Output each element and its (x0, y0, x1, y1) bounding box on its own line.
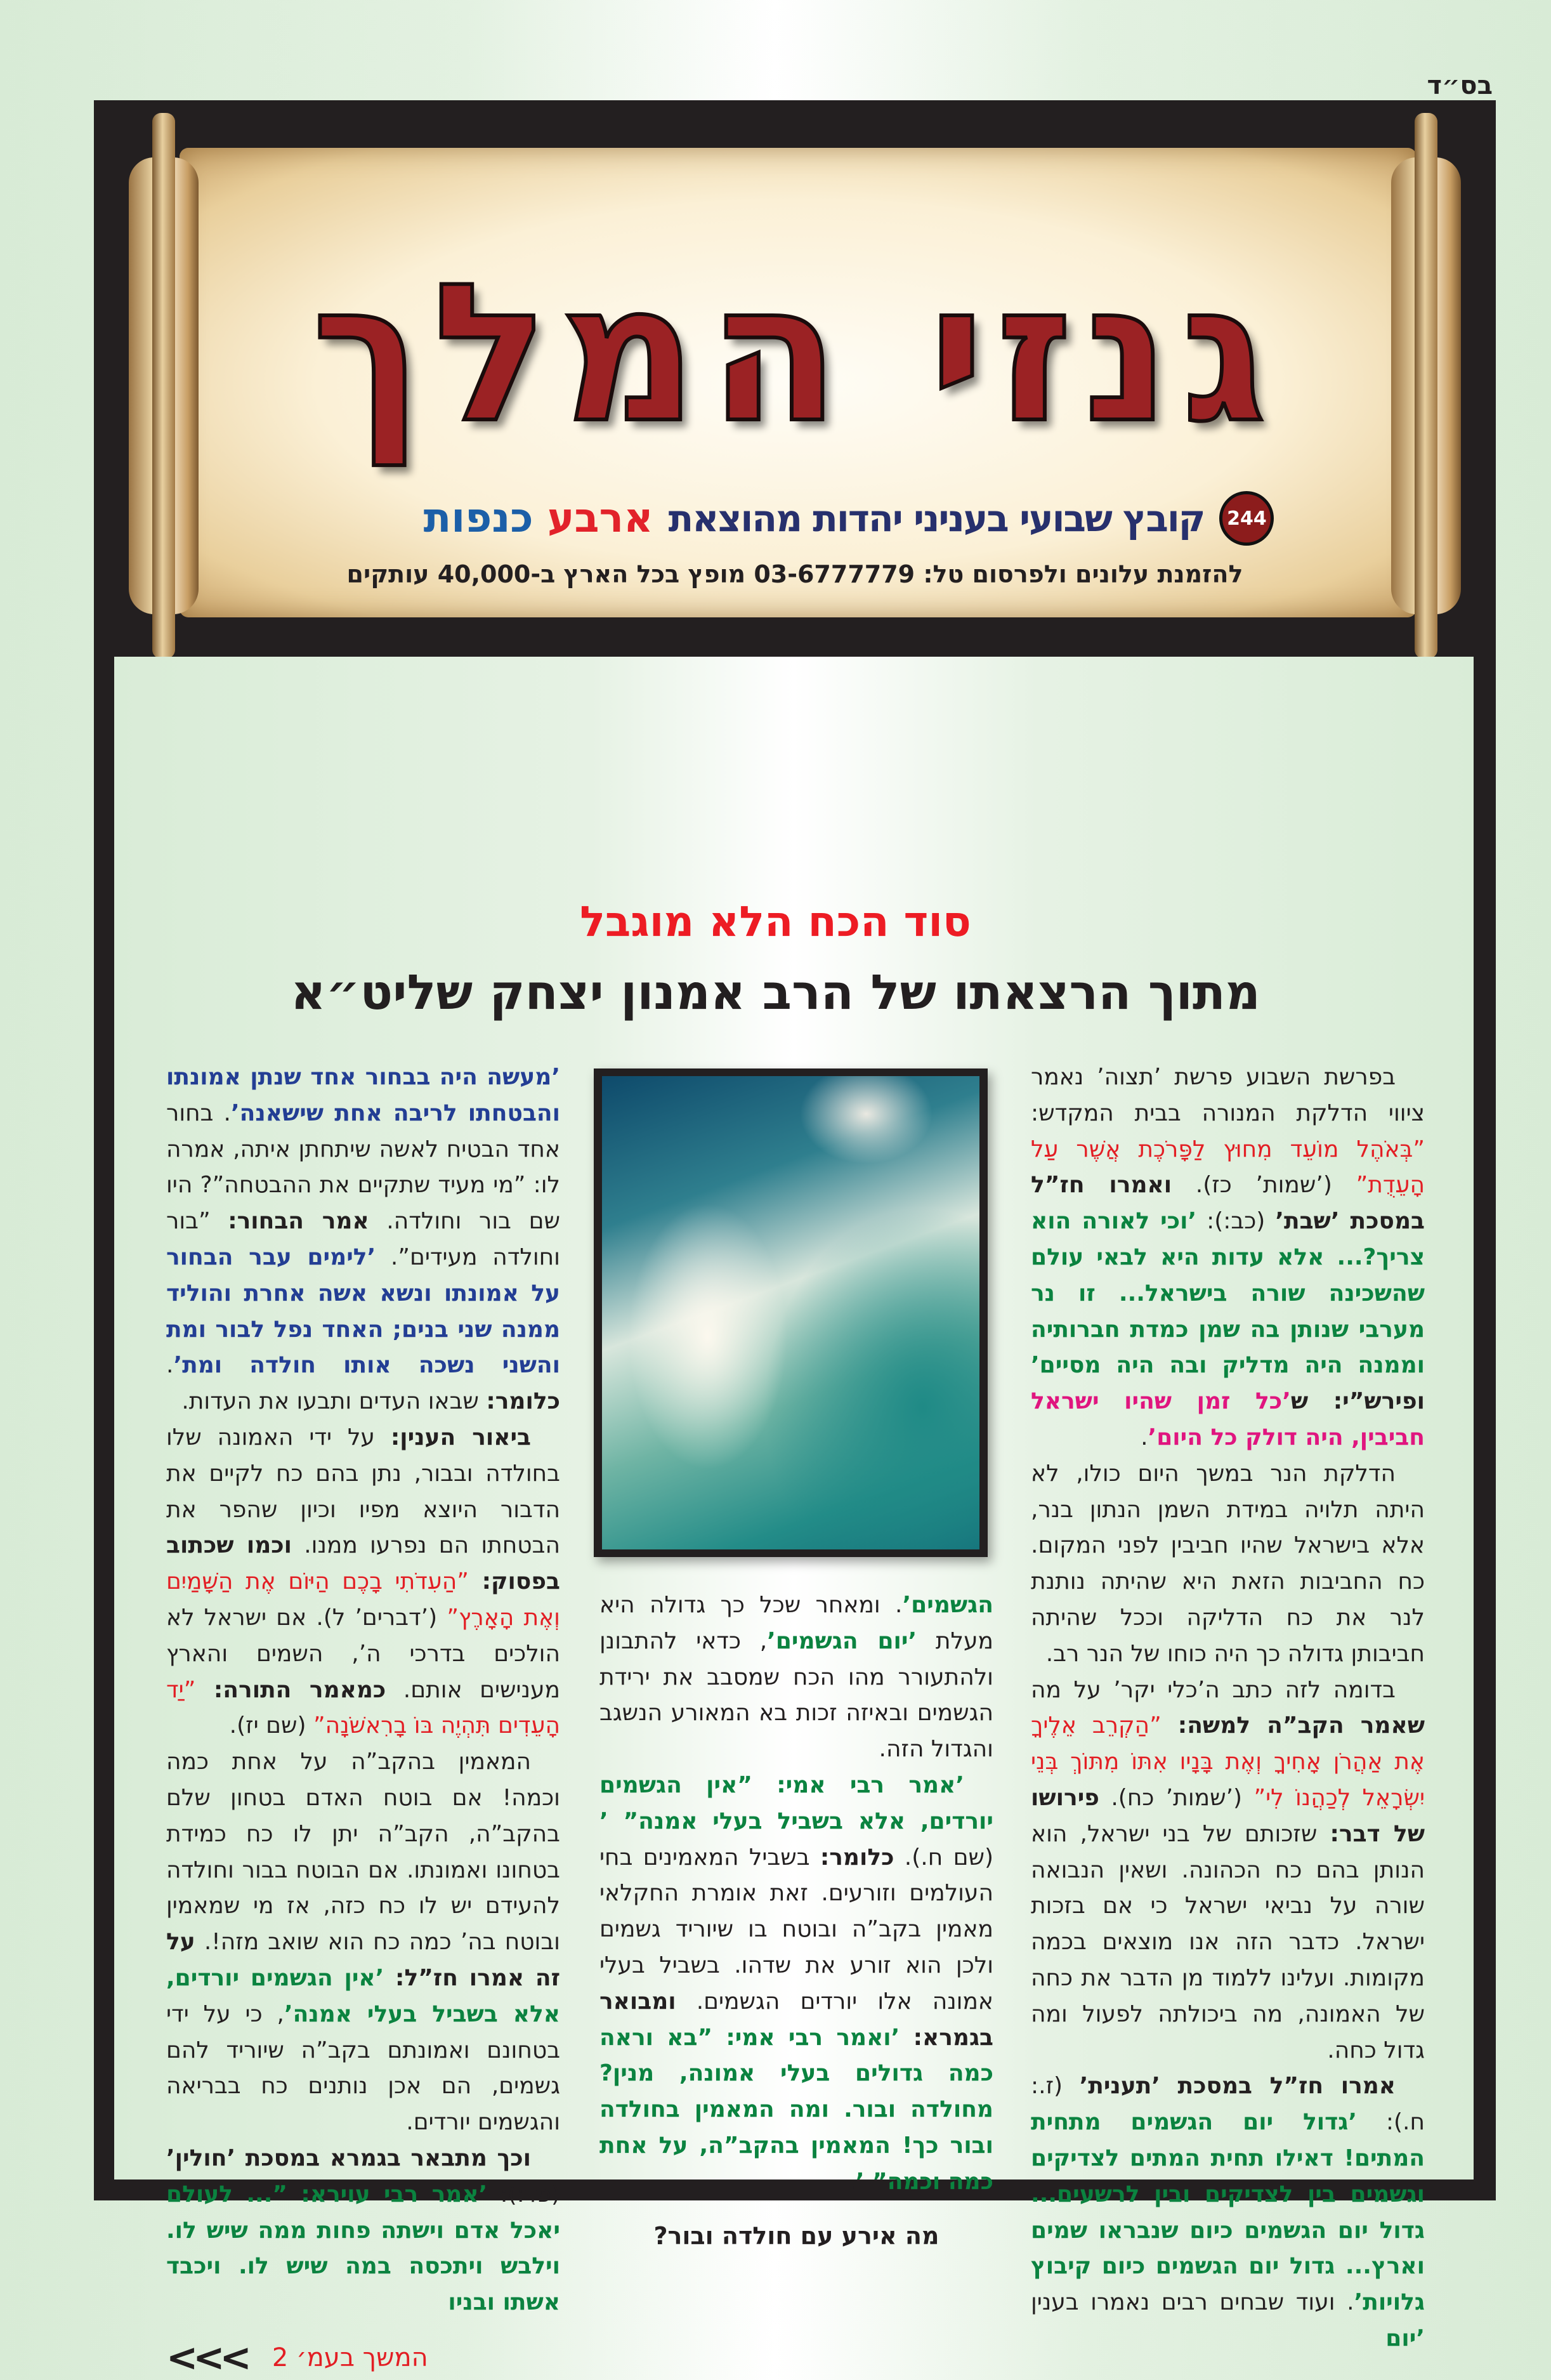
text-run: (פד:): (487, 2181, 560, 2207)
paragraph (1031, 1060, 1425, 1456)
text-run: ”בְּאֹהֶל מוֹעֵד מִחוּץ לַפָּרֹכֶת אֲשֶׁר עַל הָעֵדֻת” (1031, 1136, 1425, 1199)
text-run: (שם ח.). (894, 1844, 994, 1870)
text-run: כמאמר התורה: (195, 1676, 386, 1703)
paragraph (599, 1768, 993, 2200)
text-run: שבאו העדים ותבעו את העדות. (181, 1388, 487, 1415)
text-run: כלומר: (820, 1844, 894, 1870)
paragraph (166, 2141, 560, 2321)
text-run: על זה אמרו חז”ל: (166, 1929, 560, 1991)
wave-image (594, 1068, 988, 1557)
text-run: ביאור הענין: (390, 1424, 532, 1450)
paragraph (1031, 1456, 1425, 1673)
text-run: ”הַקְרֵב אֵלֶיךָ אֶת אַהֲרֹן אָחִיךָ וְאֶת בָּנָיו אִתּוֹ מִתּוֹךְ בְּנֵי יִשְׂרָאֵל לְכַהֲנוֹ לִי” (1031, 1713, 1425, 1811)
paragraph (166, 1420, 560, 1744)
text-run: ואמרו חז”ל במסכת ’שבת’ (1031, 1172, 1425, 1235)
text-run: וכך מתבאר בגמרא במסכת ’חולין’ (166, 2145, 531, 2171)
text-run: , כי על ידי בטחונם ואמונתם בקב”ה שיוריד להם גשמים, הם אכן נותנים כח בבריאה והגשמים יורדים. (166, 2001, 560, 2136)
text-run: . (848, 2168, 856, 2195)
text-run: . (166, 1352, 174, 1379)
column-left (166, 1060, 560, 2380)
text-run: פירושו של דבר: (1031, 1784, 1425, 1847)
text-run: ’גדול יום הגשמים מתחית המתים! דאילו תחית המתים לצדיקים וגשמים בין לצדיקים ובין לרשעים... גדול יום הגשמים כיום שנבראו שמים וארץ... גדול יום הגשמים כיום קיבוץ גלויות’ (1031, 2109, 1425, 2316)
text-run: (’שמות’ כז). (1172, 1172, 1356, 1199)
text-run: על ידי האמונה שלו בחולדה ובבור, נתן בהם כח לקיים את הדבור היוצא מפיו וכיון שהפר את הבטחתו הם נפרעו ממנו. (166, 1424, 560, 1559)
text-run: ’ואמר רבי אמי: ”בא וראה כמה גדולים בעלי אמונה, מנין? מחולדה ובור. ומה המאמין בחולדה ובור כך! המאמין בהקב”ה, על אחת כמה וכמה” ’ (599, 2024, 993, 2195)
masthead-subtitle: קובץ שבועי בעניני יהדות מהוצאת (668, 497, 1205, 540)
text-run: בפרשת השבוע פרשת ’תצוה’ נאמר ציווי הדלקת המנורה בבית המקדש: (1031, 1064, 1425, 1126)
text-run: (שם יז). (229, 1713, 313, 1739)
text-run: . (1141, 1424, 1148, 1450)
chevrons-left-icon: <<< (166, 2335, 247, 2380)
text-run: הדלקת הנר במשך היום כולו, לא היתה תלויה במידת השמן הנתון בנר, אלא בישראל שהיו חביבין לפני המקום. כח החביבות הזאת היא שהיתה נותנת לנר את כח הדליקה וככל שהיתה חביבותן גדולה כך היה כוחו של הנר רב. (1031, 1460, 1425, 1667)
text-run: כלומר: (486, 1388, 560, 1415)
text-run: ’וכי לאורה הוא צריך?... אלא עדות היא לבאי עולם שהשכינה שורה בישראל... זו נר מערבי שנותן בה שמן כמדת חברותיה וממנה היה מדליק ובה היה מסיים’ (1031, 1208, 1425, 1379)
issue-badge: 244 (1219, 491, 1274, 546)
publisher-logo (424, 495, 653, 542)
text-run: הגשמים’ (902, 1592, 993, 1618)
column-middle (599, 1588, 993, 2254)
publisher-logo-part-a: ארבע (547, 495, 653, 542)
text-run: . בחור אחד הבטיח לאשה שיתחתן איתה, אמרה לו: ”מי מעיד שתקיים את ההבטחה”? היו שם בור וחולדה. (166, 1100, 560, 1235)
text-run: ”יַד הָעֵדִים תִּהְיֶה בּוֹ בָרִאשֹׁנָה” (166, 1676, 560, 1739)
text-run: ’אין הגשמים יורדים, אלא בשביל בעלי אמנה’ (166, 1964, 560, 2027)
text-run: . ומאחר שכל כך גדולה היא מעלת (599, 1592, 993, 1654)
publisher-logo-part-b: כנפות (423, 495, 533, 542)
text-run: בשביל המאמינים בחי העולמים וזורעים. זאת אומרת החקלאי מאמין בקב”ה ובוטח בו שיוריד גשמים ולכן הוא זורע את שדהו. בשביל בעלי אמונה אלו יורדים הגשמים. (599, 1844, 993, 2015)
section-subheading: מה אירע עם חולדה ובור? (653, 2221, 939, 2250)
column-right-text (1031, 1060, 1425, 2357)
column-left-text (166, 1060, 560, 2321)
paragraph (599, 1588, 993, 1768)
article-byline: מתוך הרצאתו של הרב אמנון יצחק שליט״א (291, 964, 1260, 1020)
paragraph (1031, 1673, 1425, 2069)
text-run: ’כל זמן שהיו ישראל חביבין, היה דולק כל היום’ (1031, 1388, 1425, 1450)
text-run: וכמו שכתוב בפסוק: (166, 1532, 560, 1595)
text-run: ’מעשה היה בבחור אחד שנתן אמונתו והבטחתו לריבה אחת שישאנה’ (166, 1064, 560, 1126)
masthead-scroll (119, 113, 1470, 659)
text-run: (’שמות’ כח). (1099, 1784, 1254, 1811)
text-run: (כב:): (1196, 1208, 1276, 1235)
text-run: שזכותם של בני ישראל, הוא הנותן בהם כח הכהונה. ושאין הנבואה שורה על נביאי ישראל כי אם בזכות ישראל. כדבר הזה אנו מוצאים בכמה מקומות. ועלינו ללמוד מן הדבר את כחה של האמונה, מה ביכולתה לפעול ומה גדול כחה. (1031, 1820, 1425, 2063)
text-run: ’לימים עבר הבחור על אמונתו ונשא אשה אחרת והוליד ממנה שני בנים; האחד נפל לבור ומת והשני נשכה אותו חולדה ומת’ (166, 1244, 560, 1379)
article-headline: סוד הכח הלא מוגבל (580, 897, 971, 946)
masthead-subtitle-row (119, 491, 1470, 546)
column-middle-text (599, 1588, 993, 2200)
text-run: אמרו חז”ל במסכת ’תענית’ (1079, 2073, 1396, 2100)
text-run: , כדאי להתבונן ולהתעורר מהו הכח שמסבב את ירידת הגשמים ובאיזה זכות בא המאורע הנשגב והגדול הזה. (599, 1627, 993, 1763)
order-info: להזמנת עלונים ולפרסום טל: 03-6777779 מופץ בכל הארץ ב-40,000 עותקים (346, 560, 1243, 588)
text-run: ’אמר רבי עוירא: ”... לעולם יאכל אדם וישתה פחות ממה שיש לו. וילבש ויתכסה במה שיש לו. ויכבד אשתו ובניו (166, 2181, 560, 2316)
text-run: אמר הבחור: (228, 1208, 369, 1235)
paragraph (1031, 2068, 1425, 2357)
text-run: (’דברים’ ל). אם ישראל לא הולכים בדרכי ה’, השמים והארץ מענישים אותם. (166, 1604, 560, 1703)
continued-link[interactable] (166, 2335, 560, 2380)
column-right (1031, 1060, 1425, 2357)
paragraph (166, 1744, 560, 2141)
paragraph (166, 1060, 560, 1420)
text-run: ’יום הגשמים’ (767, 1627, 917, 1654)
text-run: המאמין בהקב”ה על אחת כמה וכמה! אם בוטח האדם בטחון שלם בהקב”ה, הקב”ה יתן לו כח כמידת בטחונו ואמונתו. אם הבוטח בבור וחולדה להעידם יש לו כח כזה, אז מי שמאמין ובוטח בה’ כמה כח הוא שואב מזה!. (166, 1749, 560, 1956)
text-run: שאמר הקב”ה למשה: (1161, 1713, 1425, 1739)
text-run: ופירש”י: ש (1290, 1388, 1425, 1415)
text-run: ’אמר רבי אמי: ”אין הגשמים יורדים, אלא בשביל בעלי אמנה” ’ (599, 1772, 993, 1834)
text-run: . ועוד שבחים רבים נאמרו בענין (1031, 2289, 1354, 2316)
masthead-title: גנזי המלך (311, 243, 1278, 464)
text-run: ומבואר בגמרא: (599, 1988, 993, 2051)
continued-label: המשך בעמ׳ 2 (272, 2343, 428, 2372)
bsd-mark: בס״ד (1427, 71, 1493, 100)
text-run: ”בור וחולדה מעידים”. (166, 1208, 560, 1270)
text-run: (ז.: ח.): (1031, 2073, 1425, 2136)
text-run: ”הַעִדֹתִי בָכֶם הַיּוֹם אֶת הַשָּׁמַיִם וְאֶת הָאָרֶץ” (166, 1568, 560, 1631)
text-run: בדומה לזה כתב ה’כלי יקר’ על מה (1031, 1676, 1396, 1703)
text-run: ’יום (1385, 2325, 1425, 2351)
